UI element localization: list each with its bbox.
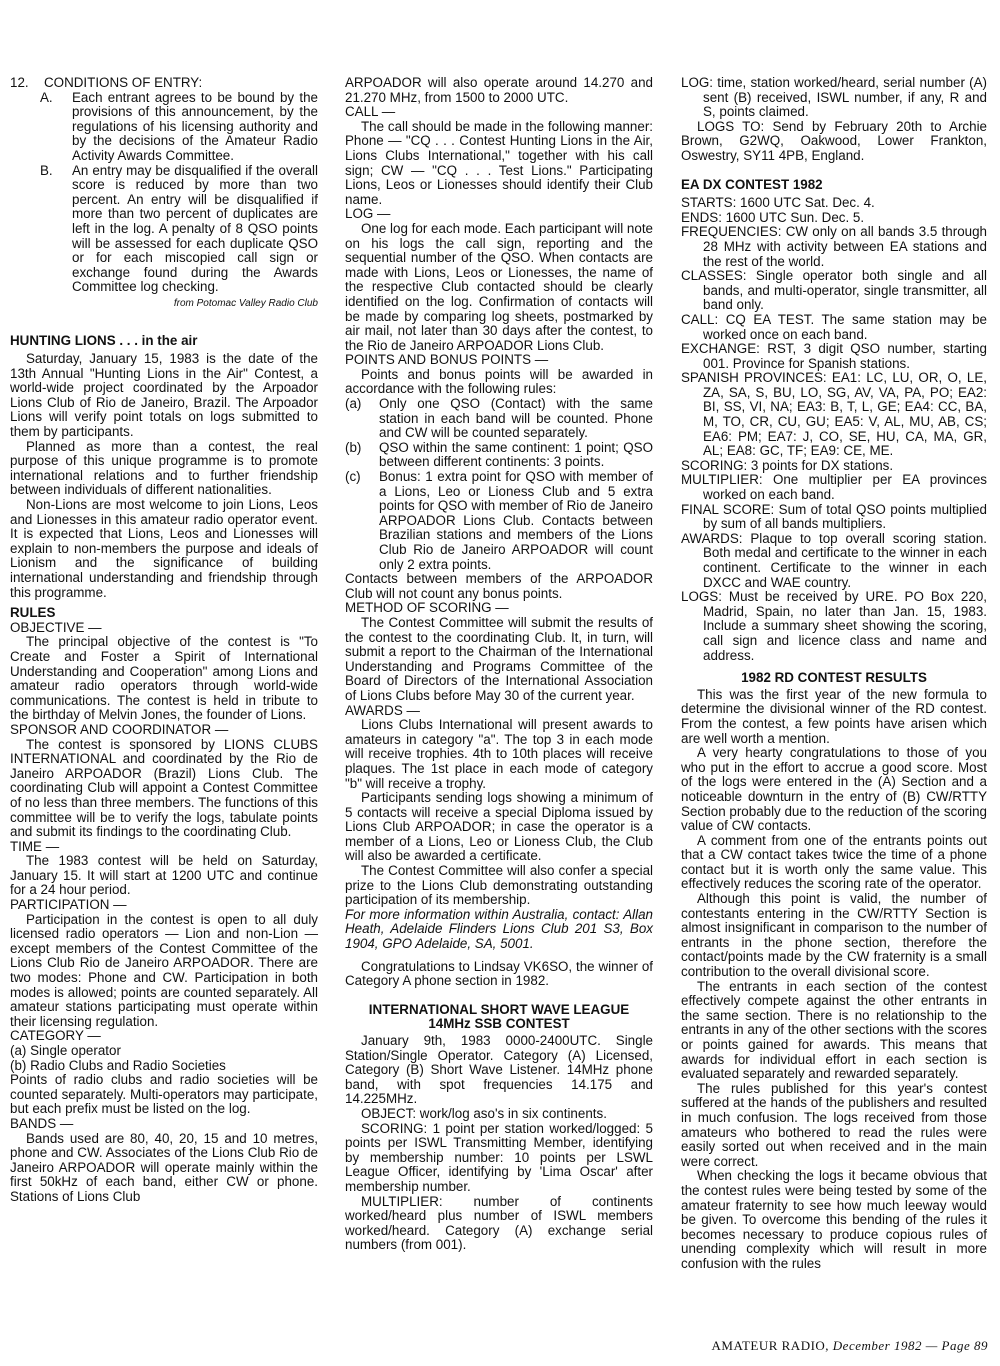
log-text: One log for each mode. Each participant will note on his logs the call sign, reporting and the sequential number of the QSO. When contacts are made with Lions, Leos or Lionesses, the name of the respective Club contacted should be clearly identified on the log. Confirmation of contacts will be made by comparing log sheets, postmarked by air mail, not later than 30 days after the contest, to the Rio de Janeiro ARPOADOR Lions Club. [345, 220, 653, 353]
bands-text: Bands used are 80, 40, 20, 15 and 10 metres, phone and CW. Associates of the Lions Club Rio de Janeiro ARPOADOR will operate mainly within the first 50kHz of each band, either CW or phone. Stations of Lions Club [10, 1130, 318, 1204]
iswl-text-1: January 9th, 1983 0000-2400UTC. Single Station/Single Operator. Category (A) Licensed, Category (B) Short Wave Listener. 14MHz phone band, with spot frequencies 14.175 and 14.225MHz. [345, 1033, 653, 1107]
sponsor-text: The contest is sponsored by LIONS CLUBS INTERNATIONAL and coordinated by the Rio de Janeiro ARPOADOR (Brazil) Lions Club. The coordinating Club will appoint a Contest Committee of no less than three members. The functions of this committee will be to verify the logs, tabulate points and submit its findings to the coordinating Club. [10, 736, 318, 840]
rd-results-heading: 1982 RD CONTEST RESULTS [741, 670, 927, 686]
hunting-paragraph-3: Non-Lions are most welcome to join Lions, Leos and Lionesses in this amateur radio operator event. It is expected that Lions, Leos and Lionesses will explain to non-members the purpose and ideals of Lionism and the significance of building international understanding and friendship through this programme. [10, 497, 318, 600]
rd-paragraph-5: The entrants in each section of the contest effectively compete against the other entrants in the same section. There is no relationship to the entrants in any of the other sections with the scores or points gained for awards. This means that awards for individual effort in each section is evaluated separately and rewarded separately. [681, 978, 987, 1082]
ea-exchange: EXCHANGE: RST, 3 digit QSO number, starting 001. Province for Spanish stations. [681, 341, 987, 371]
column-1 [10, 76, 318, 1205]
condition-b-key: B. [40, 162, 53, 178]
points-rule-a-key: (a) [345, 396, 362, 412]
ea-dx-heading: EA DX CONTEST 1982 [681, 176, 823, 192]
conditions-title: CONDITIONS OF ENTRY: [44, 75, 203, 90]
rules-heading: RULES [10, 605, 56, 621]
method-heading: METHOD OF SCORING — [345, 600, 509, 616]
awards-text-2: Participants sending logs showing a minimum of 5 contacts will receive a special Diploma issued by Lions Club ARPOADOR; in case the operator is a member of a Lions, Leo or Lioness Club, the Club will also be awarded a certificate. [345, 790, 653, 864]
iswl-text-4: MULTIPLIER: number of continents worked/heard plus number of ISWL members worked/heard. Category (A) exchange serial numbers (from 001). [345, 1193, 653, 1253]
call-heading: CALL — [345, 104, 396, 120]
points-rule-b-text: QSO within the same continent: 1 point; QSO between different continents: 3 points. [379, 439, 653, 470]
column-3 [681, 76, 987, 1272]
bands-continued: ARPOADOR will also operate around 14.270 and 21.270 MHz, from 1500 to 2000 UTC. [345, 75, 653, 105]
contacts-text: Contacts between members of the ARPOADOR Club will not count any bonus points. [345, 571, 653, 601]
ea-multiplier: MULTIPLIER: One multiplier per EA provinces worked on each band. [681, 472, 987, 503]
time-heading: TIME — [10, 838, 60, 854]
points-rule-c [345, 470, 653, 572]
rd-paragraph-4: Although this point is valid, the number of contestants entering in the CW/RTTY Section is almost insignificant in comparison to the number of entrants in the phone section, therefore the contact/points made by the CW fraternity is a small contribution to the overall divisional score. [681, 891, 987, 980]
ea-classes: CLASSES: Single operator both single and all bands, and multi-operator, single transmitter, all band only. [681, 268, 987, 313]
hunting-paragraph-2: Planned as more than a contest, the real purpose of this unique programme is to promote international relations and to further friendship between individuals of different nationalities. [10, 438, 318, 498]
log-heading: LOG — [345, 206, 391, 222]
points-rule-a-text: Only one QSO (Contact) with the same station in each band will be counted. Phone and CW will be counted separately. [379, 396, 653, 441]
time-text: The 1983 contest will be held on Saturday, January 15. It will start at 1200 UTC and continue for a 24 hour period. [10, 853, 318, 898]
rd-paragraph-1: This was the first year of the new formula to determine the divisional winner of the RD contest. From the contest, a few points have arisen which are well worth a mention. [681, 686, 987, 746]
page-footer [712, 1339, 988, 1354]
points-text: Points and bonus points will be awarded in accordance with the following rules: [345, 366, 653, 397]
category-heading: CATEGORY — [10, 1028, 101, 1044]
rd-paragraph-6: The rules published for this year's contest suffered at the hands of the publishers and resulted in much confusion. The logs received from those amateurs who bothered to read the rules were easily sorted out when received and in the main were correct. [681, 1080, 987, 1169]
points-rule-b [345, 441, 653, 470]
iswl-logs-to-text: LOGS TO: Send by February 20th to Archie Brown, G2WQ, Oakwood, Lower Frankton, Oswestry, SY11 4PB, England. [681, 118, 987, 163]
points-rule-c-key: (c) [345, 469, 361, 485]
sponsor-heading: SPONSOR AND COORDINATOR — [10, 721, 229, 737]
hunting-paragraph-1: Saturday, January 15, 1983 is the date of the 13th Annual "Hunting Lions in the Air" Contest, a world-wide project coordinated by the Arpoador Lions Club of Rio de Janeiro, Brazil. The Arpoador Lions will verify point totals on logs submitted to them by participants. [10, 351, 318, 440]
ea-final-score: FINAL SCORE: Sum of total QSO points multiplied by sum of all bands multipliers. [681, 501, 987, 532]
rd-paragraph-2: A very hearty congratulations to those of you who put in the effort to accrue a good score. Most of the logs were entered in the (A) Section and a noticeable downturn in the entry of (B) CW/RTTY Section probably due to the reduction of the scoring value of CW contacts. [681, 745, 987, 834]
points-rule-c-text: Bonus: 1 extra point for QSO with member of a Lions, Leo or Lioness Club and 5 extra points for QSO with member of Rio de Janeiro ARPOADOR Lions Club. Contacts between Brazilian stations and members of the Lions Club Rio de Janeiro ARPOADOR will count only 2 extra points. [379, 469, 653, 572]
iswl-log-text: LOG: time, station worked/heard, serial number (A) sent (B) received, ISWL number, if any, R and S, points claimed. [681, 75, 987, 120]
footer-magazine: AMATEUR RADIO, [711, 1338, 830, 1353]
footer-separator: — [925, 1338, 938, 1353]
footer-page-number: Page 89 [941, 1338, 988, 1353]
rd-paragraph-3: A comment from one of the entrants points out that a CW contact takes twice the time of a phone contact but it is worth only the same value. This effectively reduces the scoring rate of the operator. [681, 832, 987, 892]
hunting-lions-heading: HUNTING LIONS . . . in the air [10, 332, 198, 348]
iswl-text-2: OBJECT: work/log aso's in six continents. [361, 1105, 607, 1121]
participation-text: Participation in the contest is open to all duly licensed radio operators — Lion and non-Lion — except members of the Contest Committee of the Lions Club Rio de Janeiro ARPOADOR. There are two modes: Phone and CW. Participation in both modes is allowed; points are counted separately. All amateur stations participating must operate within their licensing regulation. [10, 911, 318, 1029]
rd-paragraph-7: When checking the logs it became obvious that the contest rules were being tested by some of the amateur fraternity to see how much leeway would be given. To overcome this bending of the rules it becomes necessary to produce copious rules of unending complexity which will result in more confusion with the rules [681, 1168, 987, 1271]
objective-heading: OBJECTIVE — [10, 619, 102, 635]
ea-awards: AWARDS: Plaque to top overall scoring station. Both medal and certificate to the winner in each continent. Certificate to the winner in each DXCC and WAE country. [681, 530, 987, 590]
condition-b-text: An entry may be disqualified if the overall score is reduced by more than two percent. An entry will be disqualified if more than two percent of duplicates are left in the log. A penalty of 8 QSO points will be assessed for each duplicate QSO or for each miscopied call sign or exchange found during the Awards Committee log checking. [72, 162, 318, 295]
more-info-text: For more information within Australia, contact: Allan Heath, Adelaide Flinders Lions Club 201 S3, Box 1904, GPO Adelaide, SA, 5001. [345, 906, 653, 952]
column-2 [345, 76, 653, 1253]
ea-scoring: SCORING: 3 points for DX stations. [681, 457, 894, 473]
ea-frequencies: FREQUENCIES: CW only on all bands 3.5 through 28 MHz with activity between EA stations and the rest of the world. [681, 224, 987, 269]
ea-starts: STARTS: 1600 UTC Sat. Dec. 4. [681, 195, 875, 211]
awards-text-3: The Contest Committee will also confer a special prize to the Lions Club demonstrating outstanding participation of its membership. [345, 863, 653, 908]
credit-line: from Potomac Valley Radio Club [173, 297, 318, 309]
category-a: (a) Single operator [10, 1043, 121, 1058]
condition-a-key: A. [40, 89, 53, 105]
ea-ends: ENDS: 1600 UTC Sun. Dec. 5. [681, 209, 865, 225]
iswl-heading-1: INTERNATIONAL SHORT WAVE LEAGUE [368, 1001, 630, 1017]
awards-heading: AWARDS — [345, 702, 420, 718]
congratulations-text: Congratulations to Lindsay VK6SO, the winner of Category A phone section in 1982. [345, 958, 653, 989]
conditions-number: 12. [10, 75, 29, 90]
condition-b [10, 164, 318, 295]
ea-call: CALL: CQ EA TEST. The same station may be worked once on each band. [681, 311, 987, 342]
category-b: (b) Radio Clubs and Radio Societies [10, 1057, 226, 1073]
participation-heading: PARTICIPATION — [10, 897, 127, 913]
iswl-heading-2: 14MHz SSB CONTEST [428, 1016, 570, 1032]
footer-date: December 1982 [832, 1338, 922, 1353]
objective-text: The principal objective of the contest is "To Create and Foster a Spirit of International Understanding and Cooperation" among Lions and amateur radio operators through world-wide communications. The contest is held in tribute to the birthday of Melvin Jones, the founder of Lions. [10, 634, 318, 723]
condition-a [10, 91, 318, 164]
category-text: Points of radio clubs and radio societies will be counted separately. Multi-operators may participate, but each prefix must be listed on the log. [10, 1072, 318, 1117]
iswl-text-3: SCORING: 1 point per station worked/logged: 5 points per ISWL Transmitting Member, identifying by membership number: 10 points per LSWL League Officer, identifying by 'Lima Oscar' after membership number. [345, 1120, 653, 1194]
points-rule-a [345, 397, 653, 441]
conditions-heading [10, 76, 318, 91]
awards-text-1: Lions Clubs International will present awards to amateurs in category "a". The top 3 in each mode will receive trophies. 4th to 10th places will receive plaques. The 1st place in each mode of category "b" will receive a trophy. [345, 717, 653, 791]
ea-provinces: SPANISH PROVINCES: EA1: LC, LU, OR, O, LE, ZA, SA, S, BU, LO, SG, AV, VA, PA, PO; EA2: BI, SS, VI, NA; EA3: B, T, L, GE; EA4: CC, BA, M, TO, CR, CU, GU; EA5: V, AL, MU, AB, CS; EA6: PM; EA7: J, CO, SE, HU, CA, MA, GR, AL; EA8: GC, TF; EA9: CE, ME. [681, 370, 987, 459]
call-text: The call should be made in the following manner: Phone — "CQ . . . Contest Hunting Lions in the Air, Lions Clubs International," together with his call sign; CW — "CQ . . . Test Lions." Participating Lions, Leos or Lionesses should identify their Club name. [345, 118, 653, 207]
condition-a-text: Each entrant agrees to be bound by the provisions of this announcement, by the regulations of his licensing authority and by the decisions of the Amateur Radio Activity Awards Committee. [72, 89, 318, 163]
ea-logs: LOGS: Must be received by URE. PO Box 220, Madrid, Spain, no later than Jan. 15, 1983. Include a summary sheet showing the scoring, call sign and licence class and name and address. [681, 589, 987, 663]
method-text: The Contest Committee will submit the results of the contest to the coordinating Club. It, in turn, will submit a report to the Chairman of the International Understanding and Programs Committee of the Board of Directors of the International Association of Lions Clubs before May 30 of the current year. [345, 614, 653, 703]
bands-heading: BANDS — [10, 1115, 74, 1131]
points-heading: POINTS AND BONUS POINTS — [345, 352, 549, 368]
points-rule-b-key: (b) [345, 439, 362, 455]
